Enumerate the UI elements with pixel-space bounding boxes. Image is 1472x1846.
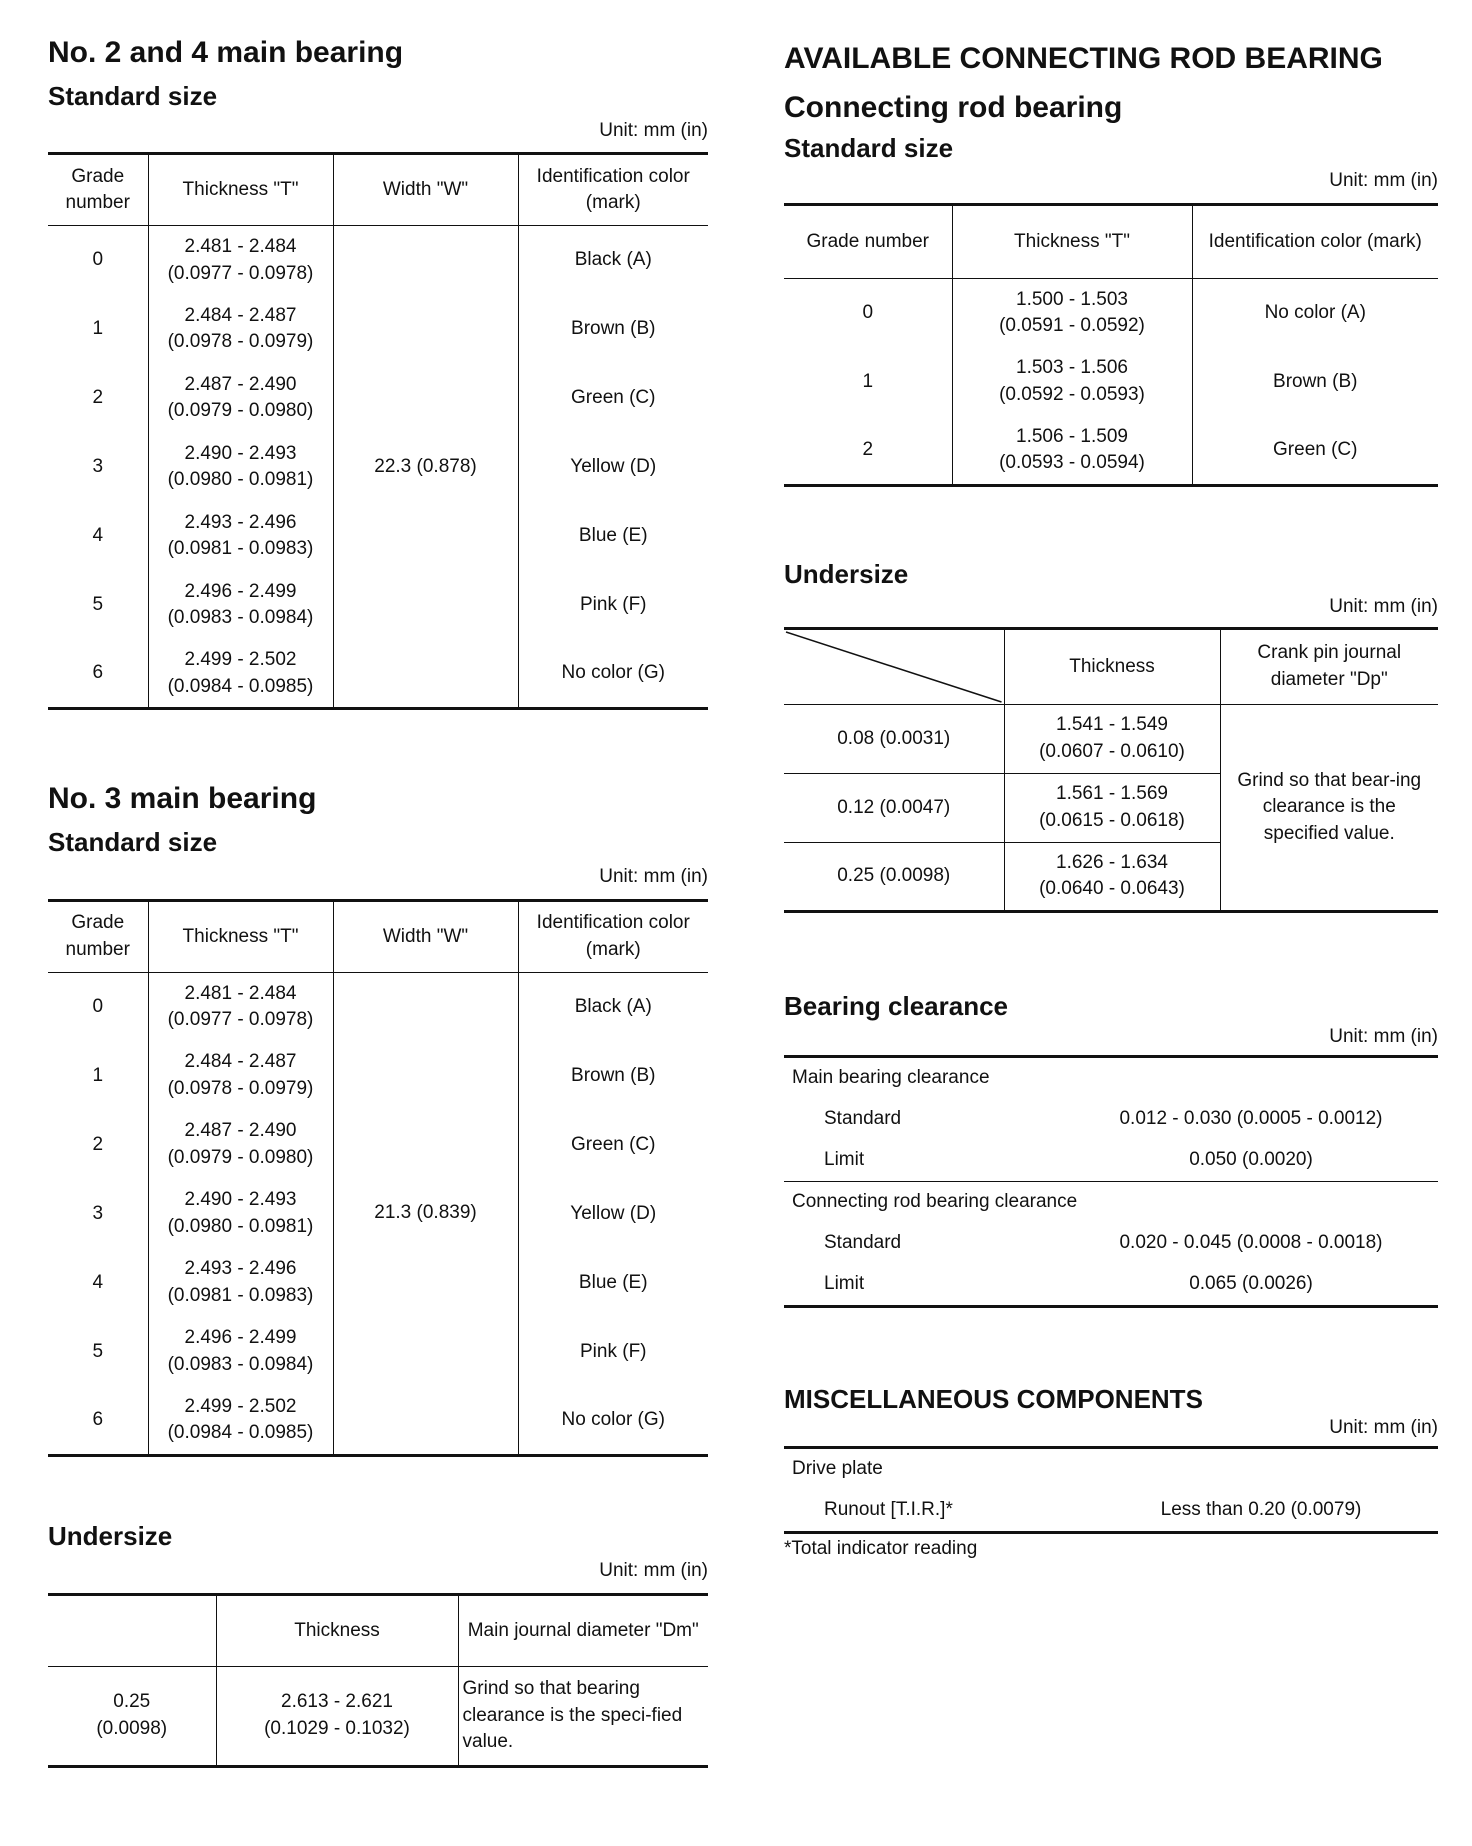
thickness-in: (0.0981 - 0.0983)	[167, 538, 314, 560]
thickness-mm: 2.496 - 2.499	[184, 1327, 297, 1349]
color-cell: Black (A)	[518, 226, 708, 295]
main3-header-width: Width "W"	[333, 900, 518, 972]
thickness-mm: 2.484 - 2.487	[184, 1051, 297, 1073]
grade-cell: 4	[92, 1271, 104, 1293]
conrod-header-thickness: Thickness "T"	[952, 204, 1192, 278]
color-cell: Pink (F)	[518, 1317, 708, 1386]
thickness-mm: 1.506 - 1.509	[1016, 425, 1128, 447]
clearance-main-limit-row	[784, 1140, 1438, 1182]
conrod-table	[784, 203, 1438, 487]
clearance-conrod-row	[784, 1181, 1438, 1223]
main-undersize-thickness	[216, 1666, 458, 1766]
grind-note-cell: Grind so that bear-ing clearance is the specified value.	[1220, 704, 1438, 911]
width-cell: 21.3 (0.839)	[333, 972, 518, 1455]
misc-section	[784, 1384, 1438, 1560]
main-undersize-header-blank	[48, 1594, 216, 1666]
clearance-main-standard-row	[784, 1099, 1438, 1140]
misc-footnote: *Total indicator reading	[784, 1537, 978, 1559]
right-section-title: AVAILABLE CONNECTING ROD BEARING	[784, 42, 1383, 75]
grade-cell: 0	[862, 301, 874, 323]
main24-header-grade: Grade number	[65, 165, 130, 214]
thickness-mm: 2.484 - 2.487	[184, 304, 297, 326]
grade-cell: 3	[92, 1202, 104, 1224]
thickness-cell	[148, 1317, 333, 1386]
thickness-mm: 1.626 - 1.634	[1056, 851, 1168, 873]
table-row	[48, 972, 708, 1041]
conrod-undersize-title: Undersize	[784, 558, 909, 589]
color-cell: No color (A)	[1192, 278, 1438, 347]
misc-title: MISCELLANEOUS COMPONENTS	[784, 1383, 1203, 1414]
grade-cell: 5	[92, 1340, 104, 1362]
conrod-body	[784, 278, 1438, 485]
thickness-mm: 2.487 - 2.490	[184, 1120, 297, 1142]
thickness-in: (0.0607 - 0.0610)	[1039, 740, 1185, 762]
main-undersize-size-in: (0.0098)	[96, 1717, 168, 1739]
table-row	[784, 704, 1438, 773]
color-cell: Green (C)	[1192, 416, 1438, 485]
size-cell: 0.25 (0.0098)	[837, 865, 951, 887]
thickness-cell	[148, 1110, 333, 1179]
main-undersize-title: Undersize	[48, 1520, 173, 1551]
color-cell: Yellow (D)	[518, 1179, 708, 1248]
width-cell: 22.3 (0.878)	[333, 226, 518, 709]
conrod-undersize-body	[784, 704, 1438, 911]
thickness-in: (0.0615 - 0.0618)	[1039, 809, 1185, 831]
main-undersize-section	[48, 1521, 708, 1768]
thickness-cell	[148, 1386, 333, 1455]
grade-cell: 1	[862, 370, 874, 392]
thickness-cell	[148, 1041, 333, 1110]
thickness-mm: 2.490 - 2.493	[184, 442, 297, 464]
thickness-in: (0.0592 - 0.0593)	[999, 383, 1145, 405]
thickness-in: (0.0979 - 0.0980)	[167, 1146, 314, 1168]
color-cell: Yellow (D)	[518, 433, 708, 502]
thickness-cell	[148, 640, 333, 709]
conrod-undersize-unit: Unit: mm (in)	[1329, 596, 1438, 618]
color-cell: Green (C)	[518, 364, 708, 433]
thickness-cell	[148, 1179, 333, 1248]
main24-header-width: Width "W"	[333, 154, 518, 226]
misc-runout-label: Runout [T.I.R.]*	[824, 1499, 953, 1521]
color-cell: Brown (B)	[518, 295, 708, 364]
misc-drive-plate-label: Drive plate	[792, 1458, 883, 1480]
thickness-in: (0.0980 - 0.0981)	[167, 1215, 314, 1237]
misc-runout-value: Less than 0.20 (0.0079)	[1160, 1499, 1362, 1521]
main3-subtitle: Standard size	[48, 826, 218, 857]
thickness-cell	[952, 278, 1192, 347]
thickness-in: (0.0983 - 0.0984)	[167, 1353, 314, 1375]
thickness-cell	[148, 295, 333, 364]
main-undersize-header-diameter: Main journal diameter "Dm"	[458, 1594, 708, 1666]
thickness-cell	[148, 571, 333, 640]
main-undersize-row	[48, 1666, 708, 1766]
thickness-cell	[1004, 704, 1220, 773]
main24-unit: Unit: mm (in)	[599, 119, 708, 141]
thickness-mm: 1.500 - 1.503	[1016, 288, 1128, 310]
table-row	[784, 347, 1438, 416]
thickness-in: (0.0980 - 0.0981)	[167, 469, 314, 491]
thickness-cell	[148, 226, 333, 295]
main-undersize-thickness-in: (0.1029 - 0.1032)	[264, 1717, 410, 1739]
clearance-conrod-standard-value: 0.020 - 0.045 (0.0008 - 0.0018)	[1119, 1232, 1383, 1254]
thickness-mm: 2.490 - 2.493	[184, 1189, 297, 1211]
thickness-mm: 1.503 - 1.506	[1016, 357, 1128, 379]
main24-header-color: Identification color (mark)	[518, 154, 708, 226]
main24-subtitle: Standard size	[48, 80, 218, 111]
thickness-cell	[148, 364, 333, 433]
conrod-undersize-section	[784, 559, 1438, 913]
main-undersize-unit: Unit: mm (in)	[599, 1560, 708, 1582]
thickness-cell	[148, 1248, 333, 1317]
left-column	[48, 36, 708, 1768]
clearance-conrod-standard-row	[784, 1223, 1438, 1264]
conrod-unit: Unit: mm (in)	[1329, 170, 1438, 192]
grade-cell: 1	[92, 1064, 104, 1086]
clearance-main-row	[784, 1056, 1438, 1099]
main24-body	[48, 226, 708, 709]
conrod-subtitle: Standard size	[784, 133, 954, 163]
grade-cell: 6	[92, 662, 104, 684]
thickness-cell	[952, 416, 1192, 485]
thickness-cell	[1004, 773, 1220, 842]
thickness-cell	[148, 433, 333, 502]
color-cell: Brown (B)	[518, 1041, 708, 1110]
conrod-section	[784, 91, 1438, 487]
size-cell: 0.12 (0.0047)	[784, 773, 1004, 842]
clearance-section	[784, 991, 1438, 1308]
thickness-mm: 2.481 - 2.484	[184, 982, 297, 1004]
main-undersize-size	[48, 1666, 216, 1766]
color-cell: Black (A)	[518, 972, 708, 1041]
grade-cell: 6	[92, 1408, 104, 1430]
table-row	[48, 226, 708, 295]
main3-title: No. 3 main bearing	[48, 782, 317, 816]
main-undersize-header-thickness: Thickness	[216, 1594, 458, 1666]
thickness-in: (0.0984 - 0.0985)	[167, 1422, 314, 1444]
clearance-conrod-limit-label: Limit	[824, 1273, 865, 1295]
main3-header-grade: Grade number	[65, 912, 130, 960]
thickness-in: (0.0977 - 0.0978)	[167, 262, 314, 284]
thickness-in: (0.0591 - 0.0592)	[999, 315, 1145, 337]
table-row	[784, 416, 1438, 485]
main24-table	[48, 152, 708, 710]
grade-cell: 0	[92, 995, 104, 1017]
grade-cell: 4	[92, 525, 104, 547]
misc-drive-plate-row	[784, 1447, 1438, 1490]
conrod-title: Connecting rod bearing	[784, 90, 1123, 124]
diagonal-line-icon	[784, 630, 1004, 704]
thickness-mm: 2.496 - 2.499	[184, 580, 297, 602]
clearance-main-label: Main bearing clearance	[792, 1067, 990, 1089]
main24-header-thickness: Thickness "T"	[148, 154, 333, 226]
clearance-conrod-limit-value: 0.065 (0.0026)	[1189, 1273, 1313, 1295]
clearance-table	[784, 1055, 1438, 1308]
clearance-conrod-label: Connecting rod bearing clearance	[792, 1191, 1078, 1213]
table-row	[784, 278, 1438, 347]
grade-cell: 0	[92, 249, 104, 271]
thickness-in: (0.0640 - 0.0643)	[1039, 878, 1185, 900]
color-cell: Pink (F)	[518, 571, 708, 640]
main3-header-color: Identification color (mark)	[518, 900, 708, 972]
color-cell: Blue (E)	[518, 1248, 708, 1317]
main-undersize-size-mm: 0.25	[113, 1691, 151, 1713]
grade-cell: 2	[862, 438, 874, 460]
grade-cell: 2	[92, 1133, 104, 1155]
clearance-title: Bearing clearance	[784, 990, 1009, 1021]
conrod-header-color: Identification color (mark)	[1192, 204, 1438, 278]
color-cell: No color (G)	[518, 640, 708, 709]
main24-section	[48, 36, 708, 710]
conrod-undersize-table	[784, 627, 1438, 913]
main3-unit: Unit: mm (in)	[599, 866, 708, 888]
grade-cell: 2	[92, 387, 104, 409]
clearance-main-standard-label: Standard	[824, 1108, 902, 1130]
main3-body	[48, 972, 708, 1455]
thickness-mm: 2.499 - 2.502	[184, 649, 297, 671]
color-cell: Brown (B)	[1192, 347, 1438, 416]
main3-section	[48, 782, 708, 1456]
grade-cell: 3	[92, 456, 104, 478]
main3-table	[48, 899, 708, 1457]
thickness-in: (0.0983 - 0.0984)	[167, 607, 314, 629]
thickness-mm: 2.499 - 2.502	[184, 1395, 297, 1417]
thickness-in: (0.0984 - 0.0985)	[167, 675, 314, 697]
thickness-mm: 1.541 - 1.549	[1056, 714, 1168, 736]
conrod-undersize-header-thickness: Thickness	[1004, 628, 1220, 704]
main-undersize-table	[48, 1593, 708, 1768]
color-cell: Blue (E)	[518, 502, 708, 571]
thickness-in: (0.0977 - 0.0978)	[167, 1009, 314, 1031]
clearance-unit: Unit: mm (in)	[1329, 1026, 1438, 1048]
conrod-undersize-header-diameter: Crank pin journal diameter "Dp"	[1220, 628, 1438, 704]
thickness-mm: 1.561 - 1.569	[1056, 783, 1168, 805]
thickness-cell	[952, 347, 1192, 416]
conrod-undersize-header-diagonal	[784, 628, 1004, 704]
thickness-in: (0.0593 - 0.0594)	[999, 452, 1145, 474]
thickness-mm: 2.487 - 2.490	[184, 373, 297, 395]
main24-title: No. 2 and 4 main bearing	[48, 36, 404, 69]
thickness-mm: 2.493 - 2.496	[184, 1258, 297, 1280]
misc-unit: Unit: mm (in)	[1329, 1417, 1438, 1439]
thickness-in: (0.0978 - 0.0979)	[167, 1077, 314, 1099]
thickness-mm: 2.493 - 2.496	[184, 511, 297, 533]
conrod-header-grade: Grade number	[806, 230, 929, 252]
color-cell: No color (G)	[518, 1386, 708, 1455]
right-column	[784, 42, 1438, 1560]
misc-table	[784, 1446, 1438, 1534]
thickness-in: (0.0981 - 0.0983)	[167, 1284, 314, 1306]
grade-cell: 5	[92, 594, 104, 616]
clearance-conrod-standard-label: Standard	[824, 1232, 902, 1254]
thickness-in: (0.0979 - 0.0980)	[167, 400, 314, 422]
thickness-mm: 2.481 - 2.484	[184, 236, 297, 258]
thickness-in: (0.0978 - 0.0979)	[167, 331, 314, 353]
thickness-cell	[148, 972, 333, 1041]
thickness-cell	[1004, 842, 1220, 911]
clearance-main-limit-label: Limit	[824, 1149, 865, 1171]
thickness-cell	[148, 502, 333, 571]
main-undersize-note: Grind so that bearing clearance is the speci-fied value.	[458, 1666, 708, 1766]
misc-runout-row	[784, 1490, 1438, 1533]
main3-header-thickness: Thickness "T"	[148, 900, 333, 972]
color-cell: Green (C)	[518, 1110, 708, 1179]
grade-cell: 1	[92, 318, 104, 340]
size-cell: 0.08 (0.0031)	[784, 704, 1004, 773]
clearance-main-limit-value: 0.050 (0.0020)	[1189, 1149, 1313, 1171]
clearance-conrod-limit-row	[784, 1264, 1438, 1307]
clearance-main-standard-value: 0.012 - 0.030 (0.0005 - 0.0012)	[1119, 1108, 1383, 1130]
main-undersize-thickness-mm: 2.613 - 2.621	[281, 1691, 393, 1713]
